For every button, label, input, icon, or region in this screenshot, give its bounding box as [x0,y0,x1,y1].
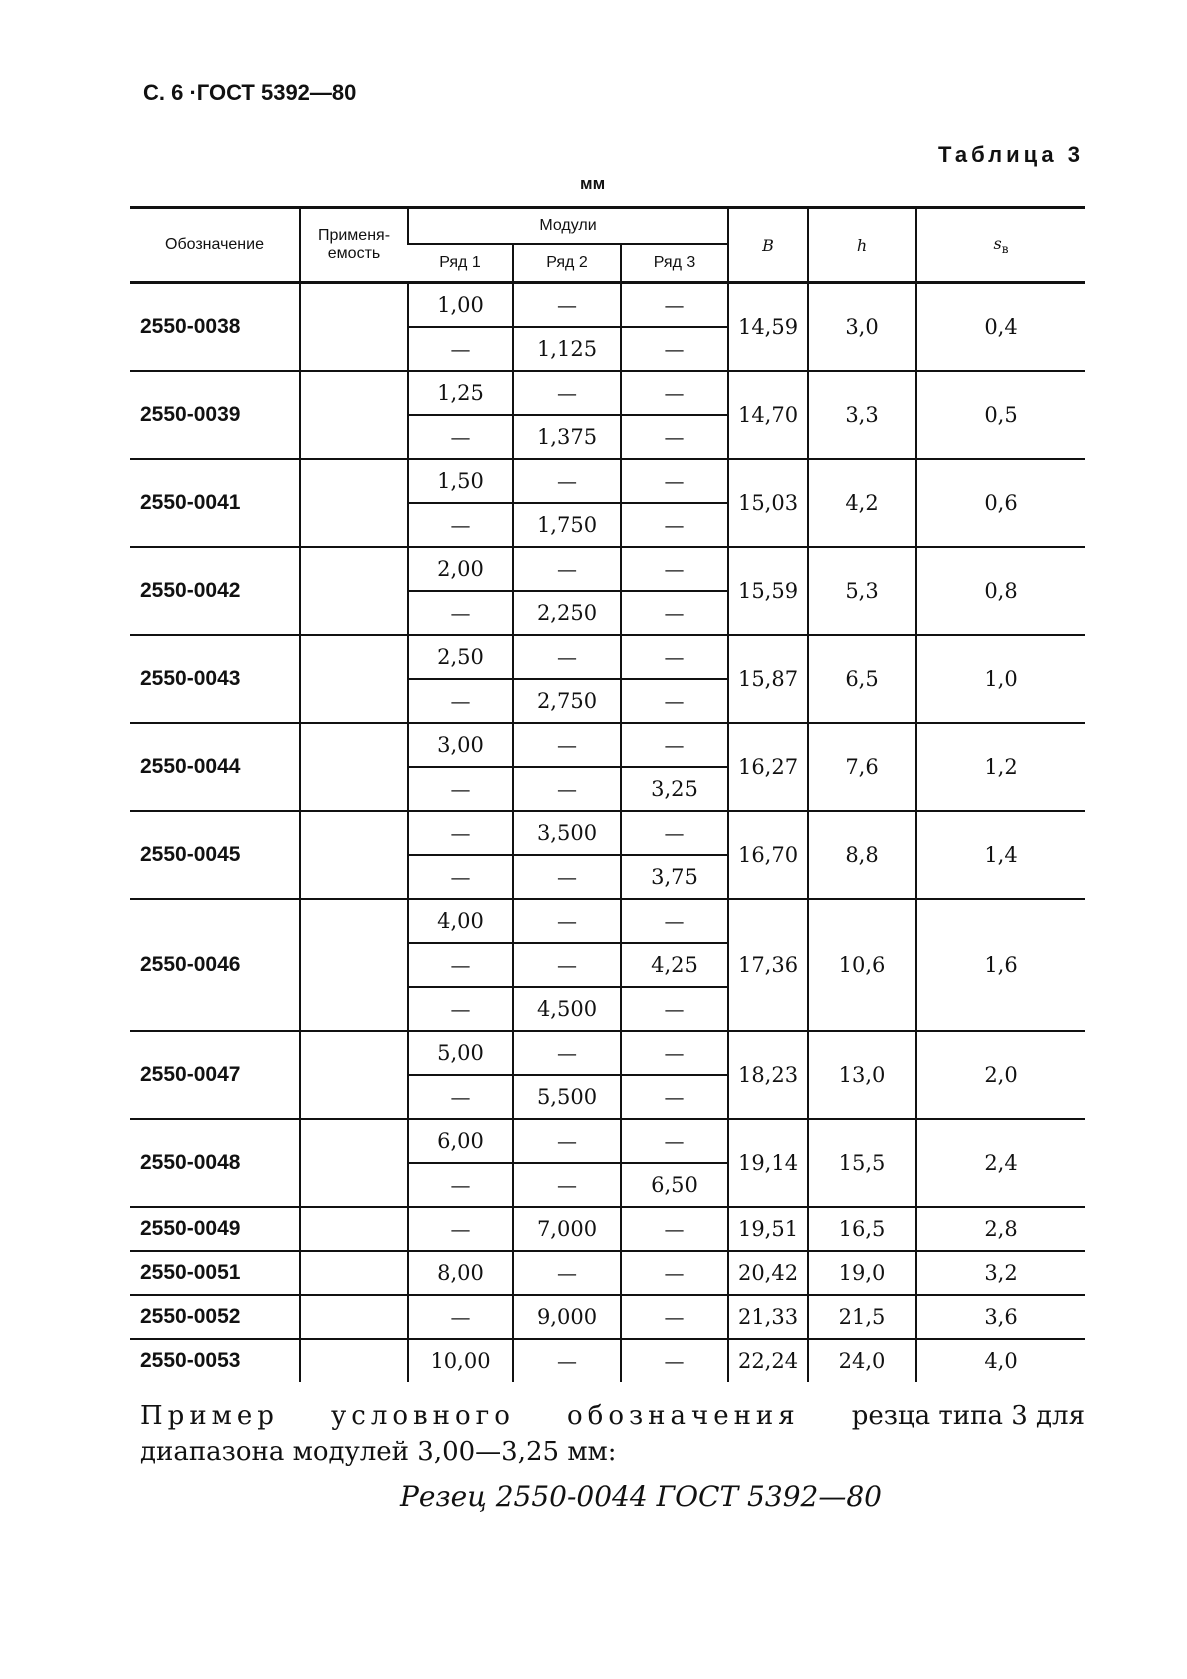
designation-cell: 2550-0052 [130,1295,300,1339]
example-designation: Резец 2550-0044 ГОСТ 5392—80 [400,1480,882,1513]
module-cell: — [513,547,621,591]
table-row [130,371,1085,415]
module-cell: — [513,767,621,811]
table-row [130,547,1085,591]
module-cell: 10,00 [408,1339,513,1382]
h-cell: 15,5 [808,1119,916,1207]
usage-cell [300,459,408,547]
designation-cell: 2550-0051 [130,1251,300,1295]
usage-cell [300,1295,408,1339]
module-cell: — [513,459,621,503]
module-cell: — [408,679,513,723]
module-cell: — [513,1251,621,1295]
module-cell: 2,50 [408,635,513,679]
table-row [130,1119,1085,1163]
module-cell: — [513,723,621,767]
usage-cell [300,547,408,635]
B-cell: 21,33 [728,1295,808,1339]
module-cell: — [621,987,728,1031]
module-cell: — [621,1251,728,1295]
h-cell: 13,0 [808,1031,916,1119]
example-tail: резца типа 3 для [851,1401,1085,1431]
B-cell: 15,03 [728,459,808,547]
module-cell: — [513,635,621,679]
designation-cell: 2550-0039 [130,371,300,459]
example-word: обозначения [567,1401,800,1431]
designation-cell: 2550-0049 [130,1207,300,1251]
module-cell: — [513,943,621,987]
col-s: $s_в$ [916,208,1085,283]
module-cell: 4,500 [513,987,621,1031]
usage-cell [300,1207,408,1251]
module-cell: — [408,811,513,855]
col-row3: Ряд 3 [621,244,728,283]
designation-cell: 2550-0053 [140,1349,241,1372]
module-cell: 8,00 [408,1251,513,1295]
h-cell: 5,3 [808,547,916,635]
module-cell: — [621,547,728,591]
B-cell: 15,87 [728,635,808,723]
example-word: Пример [140,1401,279,1431]
module-cell: 1,750 [513,503,621,547]
h-cell: 10,6 [808,899,916,1031]
module-cell: — [621,1207,728,1251]
module-cell: — [621,899,728,943]
module-cell: — [408,1163,513,1207]
module-cell: 3,500 [513,811,621,855]
s-cell: 1,6 [916,899,1085,1031]
B-cell: 16,70 [728,811,808,899]
module-cell: 2,750 [513,679,621,723]
module-cell: — [621,415,728,459]
B-cell: 18,23 [728,1031,808,1119]
module-cell: 9,000 [513,1295,621,1339]
module-cell: 3,25 [621,767,728,811]
data-table [130,206,1085,1382]
s-cell: 1,4 [916,811,1085,899]
module-cell: — [408,987,513,1031]
s-cell: 0,5 [916,371,1085,459]
module-cell: 1,00 [408,283,513,328]
module-cell: — [621,1031,728,1075]
module-cell: 2,00 [408,547,513,591]
designation-cell: 2550-0048 [130,1119,300,1207]
B-cell: 19,14 [728,1119,808,1207]
s-cell: 0,4 [916,283,1085,372]
module-cell: — [408,855,513,899]
module-cell: — [408,503,513,547]
col-usage: Применя- емость [300,208,408,283]
h-cell: 3,0 [808,283,916,372]
module-cell: — [621,635,728,679]
table-row [130,283,1085,328]
s-cell: 3,6 [916,1295,1085,1339]
module-cell: — [408,943,513,987]
module-cell: 1,25 [408,371,513,415]
module-cell: — [621,371,728,415]
module-cell: 4,00 [408,899,513,943]
designation-cell: 2550-0044 [130,723,300,811]
module-cell: — [408,767,513,811]
module-cell: — [621,1295,728,1339]
module-cell: — [408,591,513,635]
designation-cell: 2550-0042 [130,547,300,635]
module-cell: — [513,899,621,943]
table-caption: Таблица 3 [937,142,1084,167]
usage-cell [300,283,408,372]
module-cell: — [513,1339,621,1382]
h-cell: 3,3 [808,371,916,459]
module-cell: — [621,811,728,855]
B-cell: 19,51 [728,1207,808,1251]
h-cell: 19,0 [808,1251,916,1295]
usage-cell [300,1251,408,1295]
s-cell: 0,6 [916,459,1085,547]
designation-cell: 2550-0043 [130,635,300,723]
module-cell: 3,00 [408,723,513,767]
unit-label: мм [580,174,606,193]
module-cell: — [408,1295,513,1339]
module-cell: — [408,1075,513,1119]
table-row [130,811,1085,855]
table-row [130,635,1085,679]
col-modules: Модули [408,208,728,245]
module-cell: 7,000 [513,1207,621,1251]
example-line-1 [140,1398,1085,1434]
module-cell: — [621,1339,728,1382]
example-paragraph [140,1398,1085,1470]
B-cell: 15,59 [728,547,808,635]
col-row1: Ряд 1 [408,244,513,283]
module-cell: — [513,1031,621,1075]
module-cell: — [621,503,728,547]
designation-cell: 2550-0045 [130,811,300,899]
h-cell: 16,5 [808,1207,916,1251]
module-cell: — [621,1075,728,1119]
B-cell: 20,42 [728,1251,808,1295]
module-cell: 6,50 [621,1163,728,1207]
module-cell: 4,25 [621,943,728,987]
table-row [130,723,1085,767]
B-cell: 16,27 [728,723,808,811]
h-cell: 6,5 [808,635,916,723]
table-body [130,283,1085,1383]
module-cell: — [513,283,621,328]
table-row [130,1031,1085,1075]
module-cell: 5,00 [408,1031,513,1075]
module-cell: — [621,723,728,767]
s-cell: 1,2 [916,723,1085,811]
module-cell: — [621,679,728,723]
col-row2: Ряд 2 [513,244,621,283]
h-cell: 8,8 [808,811,916,899]
s-cell: 2,4 [916,1119,1085,1207]
module-cell: — [621,327,728,371]
s-cell: 0,8 [916,547,1085,635]
table-row [130,459,1085,503]
module-cell: — [513,1119,621,1163]
designation-cell: 2550-0046 [130,899,300,1031]
module-cell: — [621,283,728,328]
usage-cell [300,635,408,723]
usage-cell [300,1119,408,1207]
usage-cell [300,899,408,1031]
usage-cell [300,811,408,899]
table-row [130,1295,1085,1339]
usage-cell [300,723,408,811]
h-cell: 21,5 [808,1295,916,1339]
module-cell: — [408,327,513,371]
module-cell: 1,50 [408,459,513,503]
module-cell: 5,500 [513,1075,621,1119]
table-row [130,899,1085,943]
h-cell: 24,0 [808,1339,916,1382]
module-cell: — [513,371,621,415]
B-cell: 22,24 [728,1339,808,1382]
example-word: условного [331,1401,515,1431]
B-cell: 14,70 [728,371,808,459]
col-B: B [728,208,808,283]
usage-cell [300,371,408,459]
module-cell: 2,250 [513,591,621,635]
s-cell: 2,0 [916,1031,1085,1119]
module-cell: 1,125 [513,327,621,371]
example-line-2: диапазона модулей 3,00—3,25 мм: [140,1437,617,1467]
col-h: h [808,208,916,283]
h-cell: 7,6 [808,723,916,811]
module-cell: — [513,1163,621,1207]
designation-cell: 2550-0041 [130,459,300,547]
page-header: С. 6 ·ГОСТ 5392—80 [143,80,357,105]
s-cell: 3,2 [916,1251,1085,1295]
module-cell: — [621,459,728,503]
designation-cell: 2550-0038 [130,283,300,372]
module-cell: — [621,591,728,635]
designation-cell: 2550-0047 [130,1031,300,1119]
B-cell: 17,36 [728,899,808,1031]
module-cell: 3,75 [621,855,728,899]
usage-cell [300,1339,408,1382]
module-cell: 6,00 [408,1119,513,1163]
table-row [130,1251,1085,1295]
module-cell: 1,375 [513,415,621,459]
s-cell: 2,8 [916,1207,1085,1251]
table-row [130,1339,1085,1382]
module-cell: — [513,855,621,899]
s-cell: 1,0 [916,635,1085,723]
B-cell: 14,59 [728,283,808,372]
usage-cell [300,1031,408,1119]
s-cell: 4,0 [916,1339,1085,1382]
table-row [130,1207,1085,1251]
module-cell: — [408,415,513,459]
module-cell: — [621,1119,728,1163]
h-cell: 4,2 [808,459,916,547]
module-cell: — [408,1207,513,1251]
col-designation: Обозначение [130,208,300,283]
